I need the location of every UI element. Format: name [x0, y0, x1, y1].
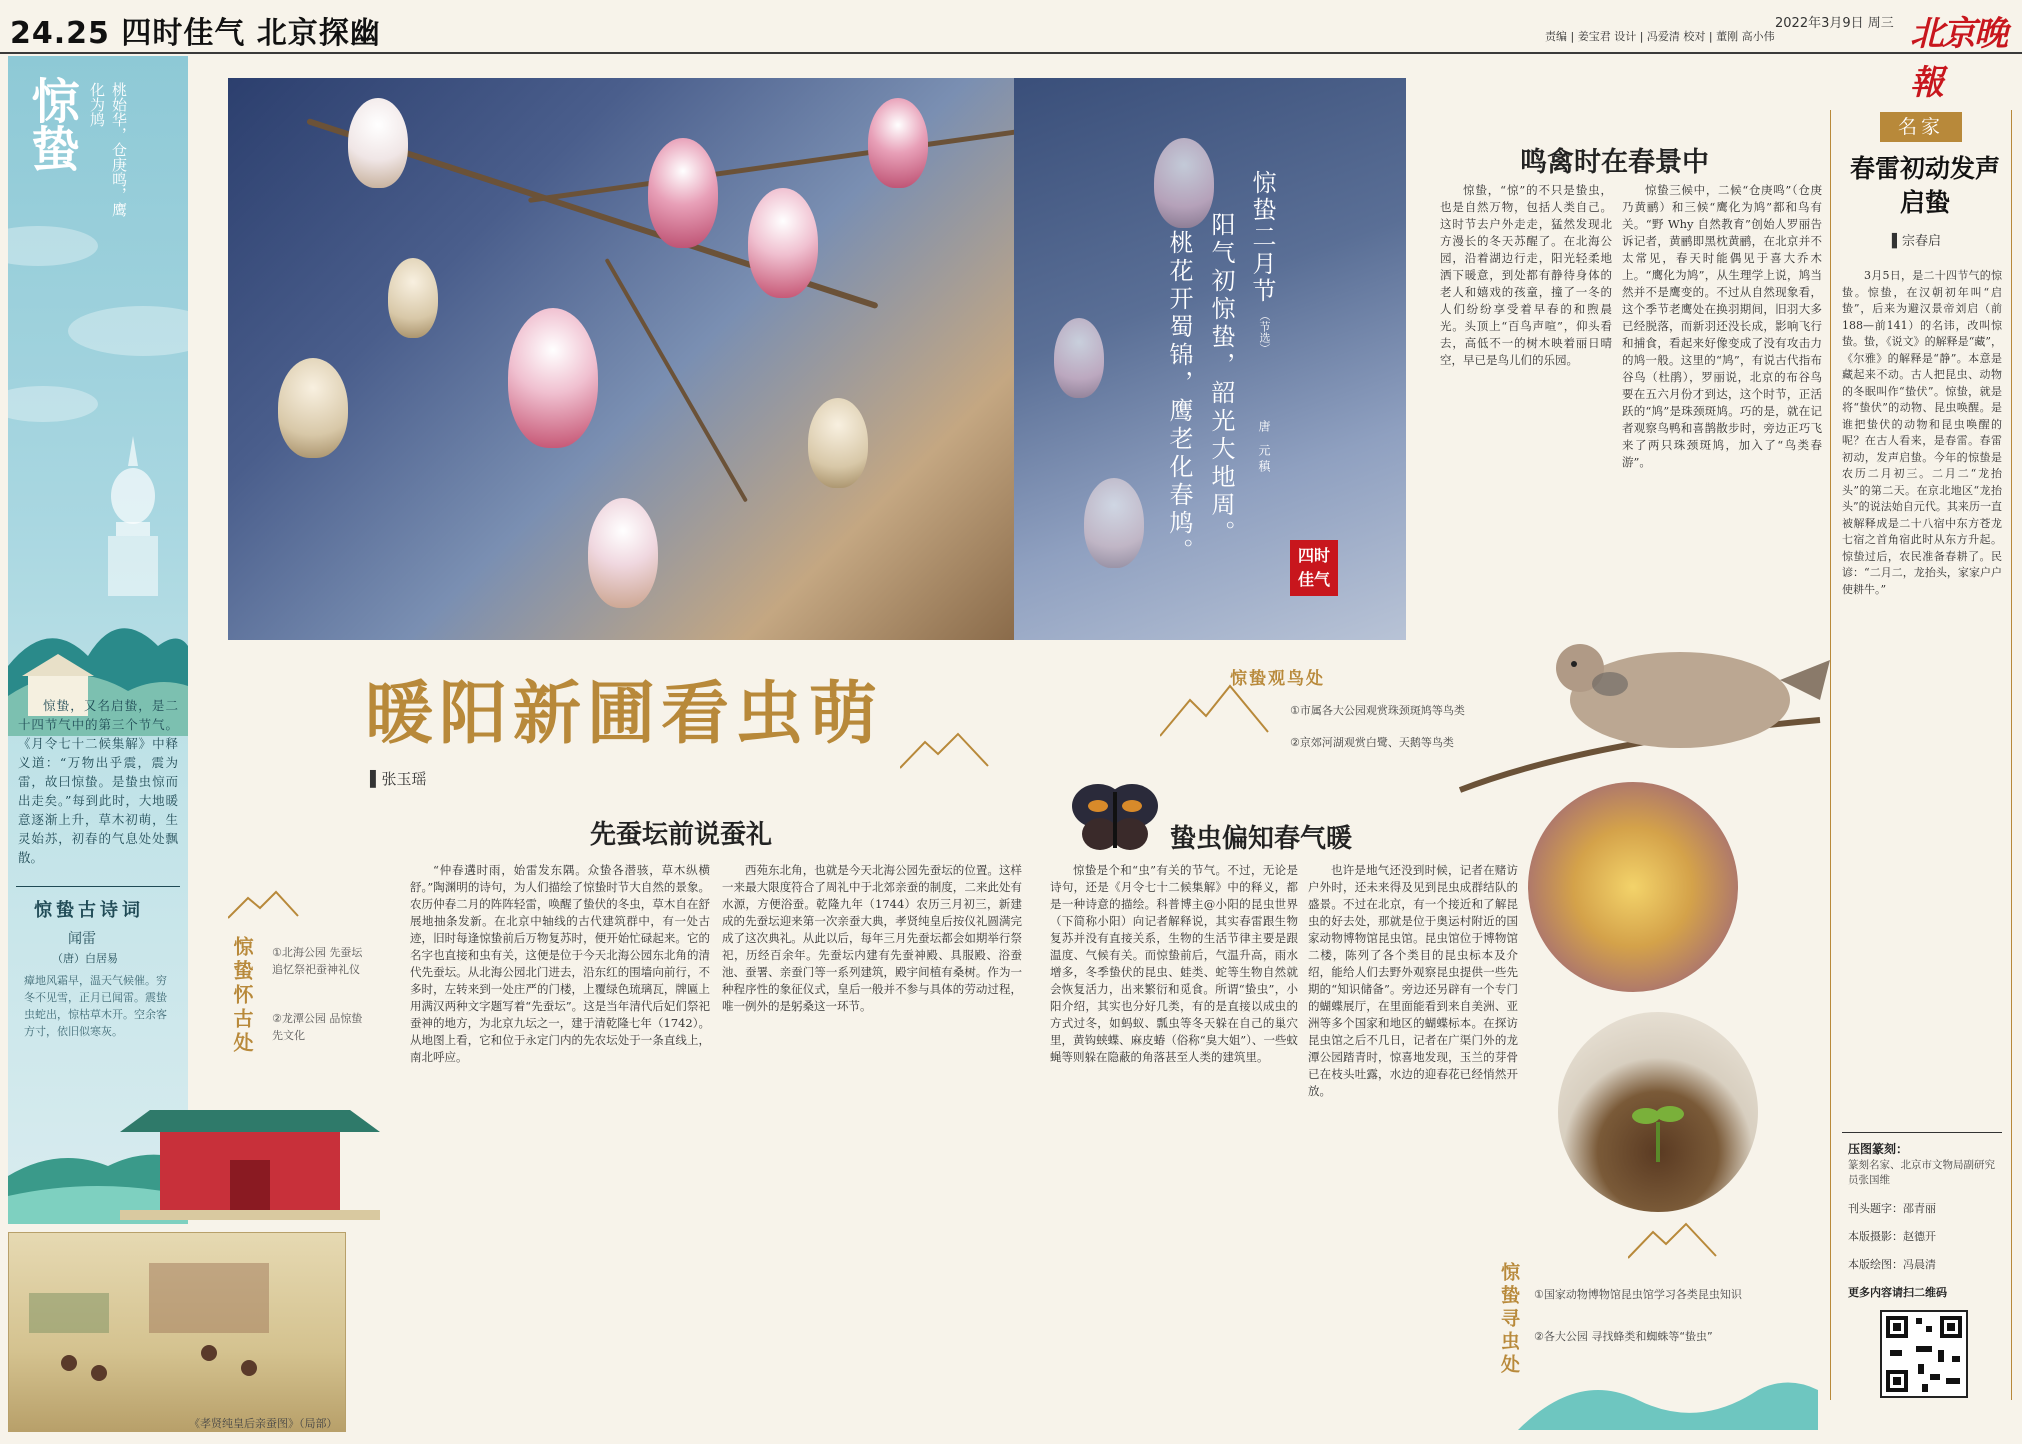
- box-insect-finding: [1488, 1220, 1818, 1430]
- credit-photo: 本版摄影：赵德开: [1848, 1230, 1936, 1243]
- section-title: 24.25 四时佳气 北京探幽: [10, 16, 381, 51]
- credit-illustration: 本版绘图：冯晨清: [1848, 1258, 1936, 1271]
- masthead: [0, 0, 2022, 103]
- section1-col2: 西苑东北角，也就是今天北海公园先蚕坛的位置。这样一来最大限度符合了周礼中于北郊亲蚕的制度，二来此处有水源，方便浴蚕。乾隆九年（1744）农历三月初三，新建成的先蚕坛迎来第一次亲蚕大典，孝贤纯皇后按仪礼圆满完成了这次典礼。从此以后，每年三月先蚕坛都会如期举行祭祀，历经百余年。先蚕坛内建有先蚕神殿、具服殿、浴蚕池、蚕署、亲蚕门等一系列建筑，殿宇间植有桑树。作为一种程序性的象征仪式，皇后一般并不参与具体的劳动过程，唯一例外的是躬桑这一环节。: [722, 863, 1022, 1013]
- newspaper-logo: 北京晚報: [1910, 14, 2006, 103]
- painting-caption: 《孝贤纯皇后亲蚕图》（局部）: [189, 1417, 338, 1430]
- hero-poem-line2: 桃花开蜀锦，鹰老化春鸠。: [1165, 230, 1193, 566]
- qr-prompt: 更多内容请扫二维码: [1848, 1286, 1947, 1299]
- butterfly-icon: [1070, 776, 1160, 856]
- section1-title: 先蚕坛前说蚕礼: [590, 820, 773, 850]
- editor-credits: 责编 | 姜宝君 设计 | 冯爱清 校对 | 董刚 高小伟: [1545, 30, 1775, 43]
- mountain-line-icon: [228, 890, 308, 920]
- issue-date: 2022年3月9日 周三: [1775, 16, 1894, 31]
- poem-author: （唐）白居易: [52, 952, 118, 965]
- section1-col1: “仲春遘时雨，始雷发东隅。众蛰各潜骇，草木纵横舒。”陶渊明的诗句，为人们描绘了惊蛰时节大自然的景象。农历仲春二月的阵阵轻雷，唤醒了蛰伏的冬虫，草木自在舒展地抽条发新。在北京中轴线的古代建筑群中，有一处古迹，旧时每逢惊蛰前后万物复苏时，便开始忙碌起来。它的名字也直接和虫有关，这便是位于今天北海公园东北角的清代先蚕坛。从北海公园北门进去，沿东红的围墙向前行，不多时，左转来到一处庄严的门楼，上覆绿色琉璃瓦，牌匾上用满汉两种文字题写着“先蚕坛”。这是当年清代后妃们祭祀蚕神的地方，为北京九坛之一，建于清乾隆七年（1742）。从地图上看，它和位于永定门内的先农坛处于一条直线上，南北呼应。: [410, 863, 710, 1064]
- credit-seal-artist: 篆刻名家、北京市文物局副研究员张国维: [1848, 1159, 1995, 1186]
- poem-title: 闻雷: [68, 931, 96, 947]
- box3-item-1: ①国家动物博物馆昆虫馆学习各类昆虫知识: [1534, 1288, 1742, 1301]
- box1-title: 惊蛰怀古处: [230, 936, 254, 1056]
- box2-item-1: ①市属各大公园观赏珠颈斑鸠等鸟类: [1290, 704, 1465, 717]
- section2-col2: 也许是地气还没到时候，记者在赌访户外时，还未来得及见到昆虫成群结队的盛景。不过在北京，有一个接近和了解昆虫的好去处，那就是位于奥运村附近的国家动物博物馆昆虫馆。昆虫馆位于博物馆二楼，陈列了各个类目的昆虫标本及介绍，能给人们去野外观察昆虫提供一些先期的“知识储备”。旁边还另辟有一个专门的蝴蝶展厅，在里面能看到来自美洲、亚洲等多个国家和地区的蝴蝶标本。在探访昆虫馆之后不几日，记者在广渠门外的龙潭公园踏青时，惊喜地发现，玉兰的芽骨已在枝头吐露，水边的迎春花已经悄然开放。: [1308, 863, 1518, 1098]
- credit-calligraphy: 刊头题字：邵青丽: [1848, 1202, 1936, 1215]
- box2-title: 惊蛰观鸟处: [1230, 669, 1325, 689]
- band-intro: 惊蛰，又名启蛰，是二十四节气中的第三个节气。《月令七十二候集解》中释义道：“万物出乎震，震为雷，故曰惊蛰。是蛰虫惊而出走矣。”每到此时，大地暖意逐渐上升，草木初萌，生灵始苏，初春的气息处处飘散。: [18, 698, 178, 865]
- famous-author: ▌宗春启: [1892, 234, 1941, 249]
- sprout-icon: [1558, 1012, 1758, 1212]
- cloud-decoration: [8, 386, 98, 422]
- painting-illustration: [8, 1232, 346, 1432]
- poem-heading: 惊蛰古诗词: [34, 900, 144, 921]
- hero-poem-note: （节选）: [1258, 310, 1271, 354]
- poem-text: 瘴地风霜早，温天气候催。穷冬不见雪，正月已闻雷。震蛰虫蛇出，惊枯草木开。空余客方寸，依旧似寒灰。: [24, 974, 167, 1038]
- wintersweet-photo: [1528, 782, 1738, 992]
- mountain-line-icon: [1628, 1220, 1718, 1260]
- qr-code-icon: [1882, 1312, 1966, 1396]
- hero-poem-title: 惊蛰二月节: [1248, 170, 1276, 305]
- box3-title: 惊蛰寻虫处: [1498, 1262, 1520, 1377]
- qr-code[interactable]: [1880, 1310, 1968, 1398]
- magnolia-photo: [228, 78, 1014, 640]
- famous-text: 3月5日，是二十四节气的惊蛰。惊蛰，在汉朝初年叫“启蛰”，后来为避汉景帝刘启（前188—前141）的名讳，改叫惊蛰。蛰，《说文》的解释是“藏”，《尔雅》的解释是“静”。本意是藏起来不动。古人把昆虫、动物的冬眠叫作“蛰伏”。惊蛰，就是将“蛰伏”的动物、昆虫唤醒。是谁把蛰伏的动物和昆虫唤醒的呢？在古人看来，是春雷。春雷初动，发声启蛰。今年的惊蛰是农历二月初三。二月二“龙抬头”的第二天。在京北地区“龙抬头”的说法始自元代。其来历一直被解释成是二十八宿中东方苍龙七宿之首角宿此时从东方升起。惊蛰过后，农民准备春耕了。民谚：“二月二，龙抬头，家家户户使耕牛。”: [1842, 269, 2002, 596]
- cloud-decoration: [8, 226, 98, 266]
- band-big-title: 惊蛰: [23, 76, 79, 172]
- main-headline: 暖阳新圃看虫萌: [365, 674, 884, 754]
- box-ancient-sites: [188, 890, 388, 1090]
- wave-illustration: [1518, 1370, 1818, 1430]
- bird-article-col2: 惊蛰三候中，二候“仓庚鸣”（仓庚乃黄鹂）和三候“鹰化为鸠”都和鸟有关。“野 Why 自然教育”创始人罗丽告诉记者，黄鹂即黑枕黄鹂，在北京并不太常见，春天时能偶见于喜大乔木上。“鹰化为鸠”，从生理学上说，鸠当然并不是鹰变的。不过从自然现象看，这个季节老鹰处在换羽期间，旧羽大多已经脱落，而新羽还没长成，影响飞行和捕食，看起来好像变成了没有攻击力的鸠一般。这里的“鸠”，有说古代指布谷鸟（杜鹃），罗丽说，北京的布谷鸟要在五六月份才到达，这个时节，正活跃的“鸠”是珠颈斑鸠。巧的是，就在记者观察鸟鸭和喜鹊散步时，旁边正巧飞来了两只珠颈斑鸠，加入了“鸟类春游”。: [1622, 183, 1822, 469]
- seal-stamp: 四时佳气: [1290, 540, 1338, 596]
- famous-tag: 名家: [1880, 112, 1962, 142]
- section2-col1: 惊蛰是个和“虫”有关的节气。不过，无论是诗句，还是《月令七十二候集解》中的释义，都是一种诗意的描绘。科普博主@小阳的昆虫世界（下简称小阳）向记者解释说，其实春雷跟生物复苏并没有直接关系，生物的生活节律主要是跟温度、气候有关。而惊蛰前后，气温升高，雨水增多，冬季蛰伏的昆虫、蛙类、蛇等生物自然就会恢复活力，出来繁衍和觅食。所谓“蛰虫”，小阳介绍，其实也分好几类，有的是直接以成虫的方式过冬，如蚂蚁、瓢虫等冬天躲在自己的巢穴里，黄钩蛱蝶、麻皮蝽（俗称“臭大姐”）、一些蚊蝇等则躲在隐蔽的角落甚至人类的建筑里。: [1050, 863, 1298, 1064]
- cloud-decoration: [68, 306, 188, 356]
- main-byline: ▌张玉瑶: [370, 770, 427, 788]
- box3-item-2: ②各大公园 寻找蜂类和蜘蛛等“蛰虫”: [1534, 1330, 1713, 1343]
- painting-figures: [9, 1233, 347, 1413]
- box2-item-2: ②京郊河湖观赏白鹭、天鹅等鸟类: [1290, 736, 1454, 749]
- bird-article-col1: 惊蛰，“惊”的不只是蛰虫，也是自然万物，包括人类自己。这时节去户外走走，猛然发现北方漫长的冬天苏醒了。在北海公园，沿着湖边行走，阳光轻柔地洒下暖意，到处都有静待身体的老人和嬉戏的孩童，撞了一冬的人们纷纷享受着早春的和煦晨光。头顶上“百鸟声喧”，仰头看去，高低不一的树木映着丽日晴空，早已是鸟儿们的乐园。: [1440, 183, 1612, 367]
- temple-illustration: [120, 1070, 380, 1220]
- section2-title: 蛰虫偏知春气暖: [1170, 824, 1353, 854]
- credit-seal-label: 压图篆刻：: [1848, 1142, 1909, 1156]
- box1-item-1: ①北海公园 先蚕坛追忆祭祀蚕神礼仪: [272, 946, 363, 976]
- mountain-line-icon: [900, 730, 990, 770]
- box-bird-watching: [1160, 660, 1480, 760]
- box1-item-2: ②龙潭公园 品惊蛰先文化: [272, 1012, 363, 1042]
- hero-poem-line1: 阳气初惊蛰，韶光大地周。: [1207, 212, 1235, 548]
- sprout-photo: [1558, 1012, 1758, 1212]
- famous-title: 春雷初动发声启蛰: [1849, 154, 2000, 217]
- left-band: [8, 56, 188, 1224]
- hero-poem-author: 唐 元稹: [1257, 420, 1271, 476]
- bird-article-title: 鸣禽时在春景中: [1520, 147, 1709, 178]
- mountain-line-icon: [1160, 678, 1270, 738]
- dove-illustration: [1440, 580, 1830, 810]
- band-subtitle: 桃始华，仓庚鸣，鹰化为鸠: [88, 82, 128, 217]
